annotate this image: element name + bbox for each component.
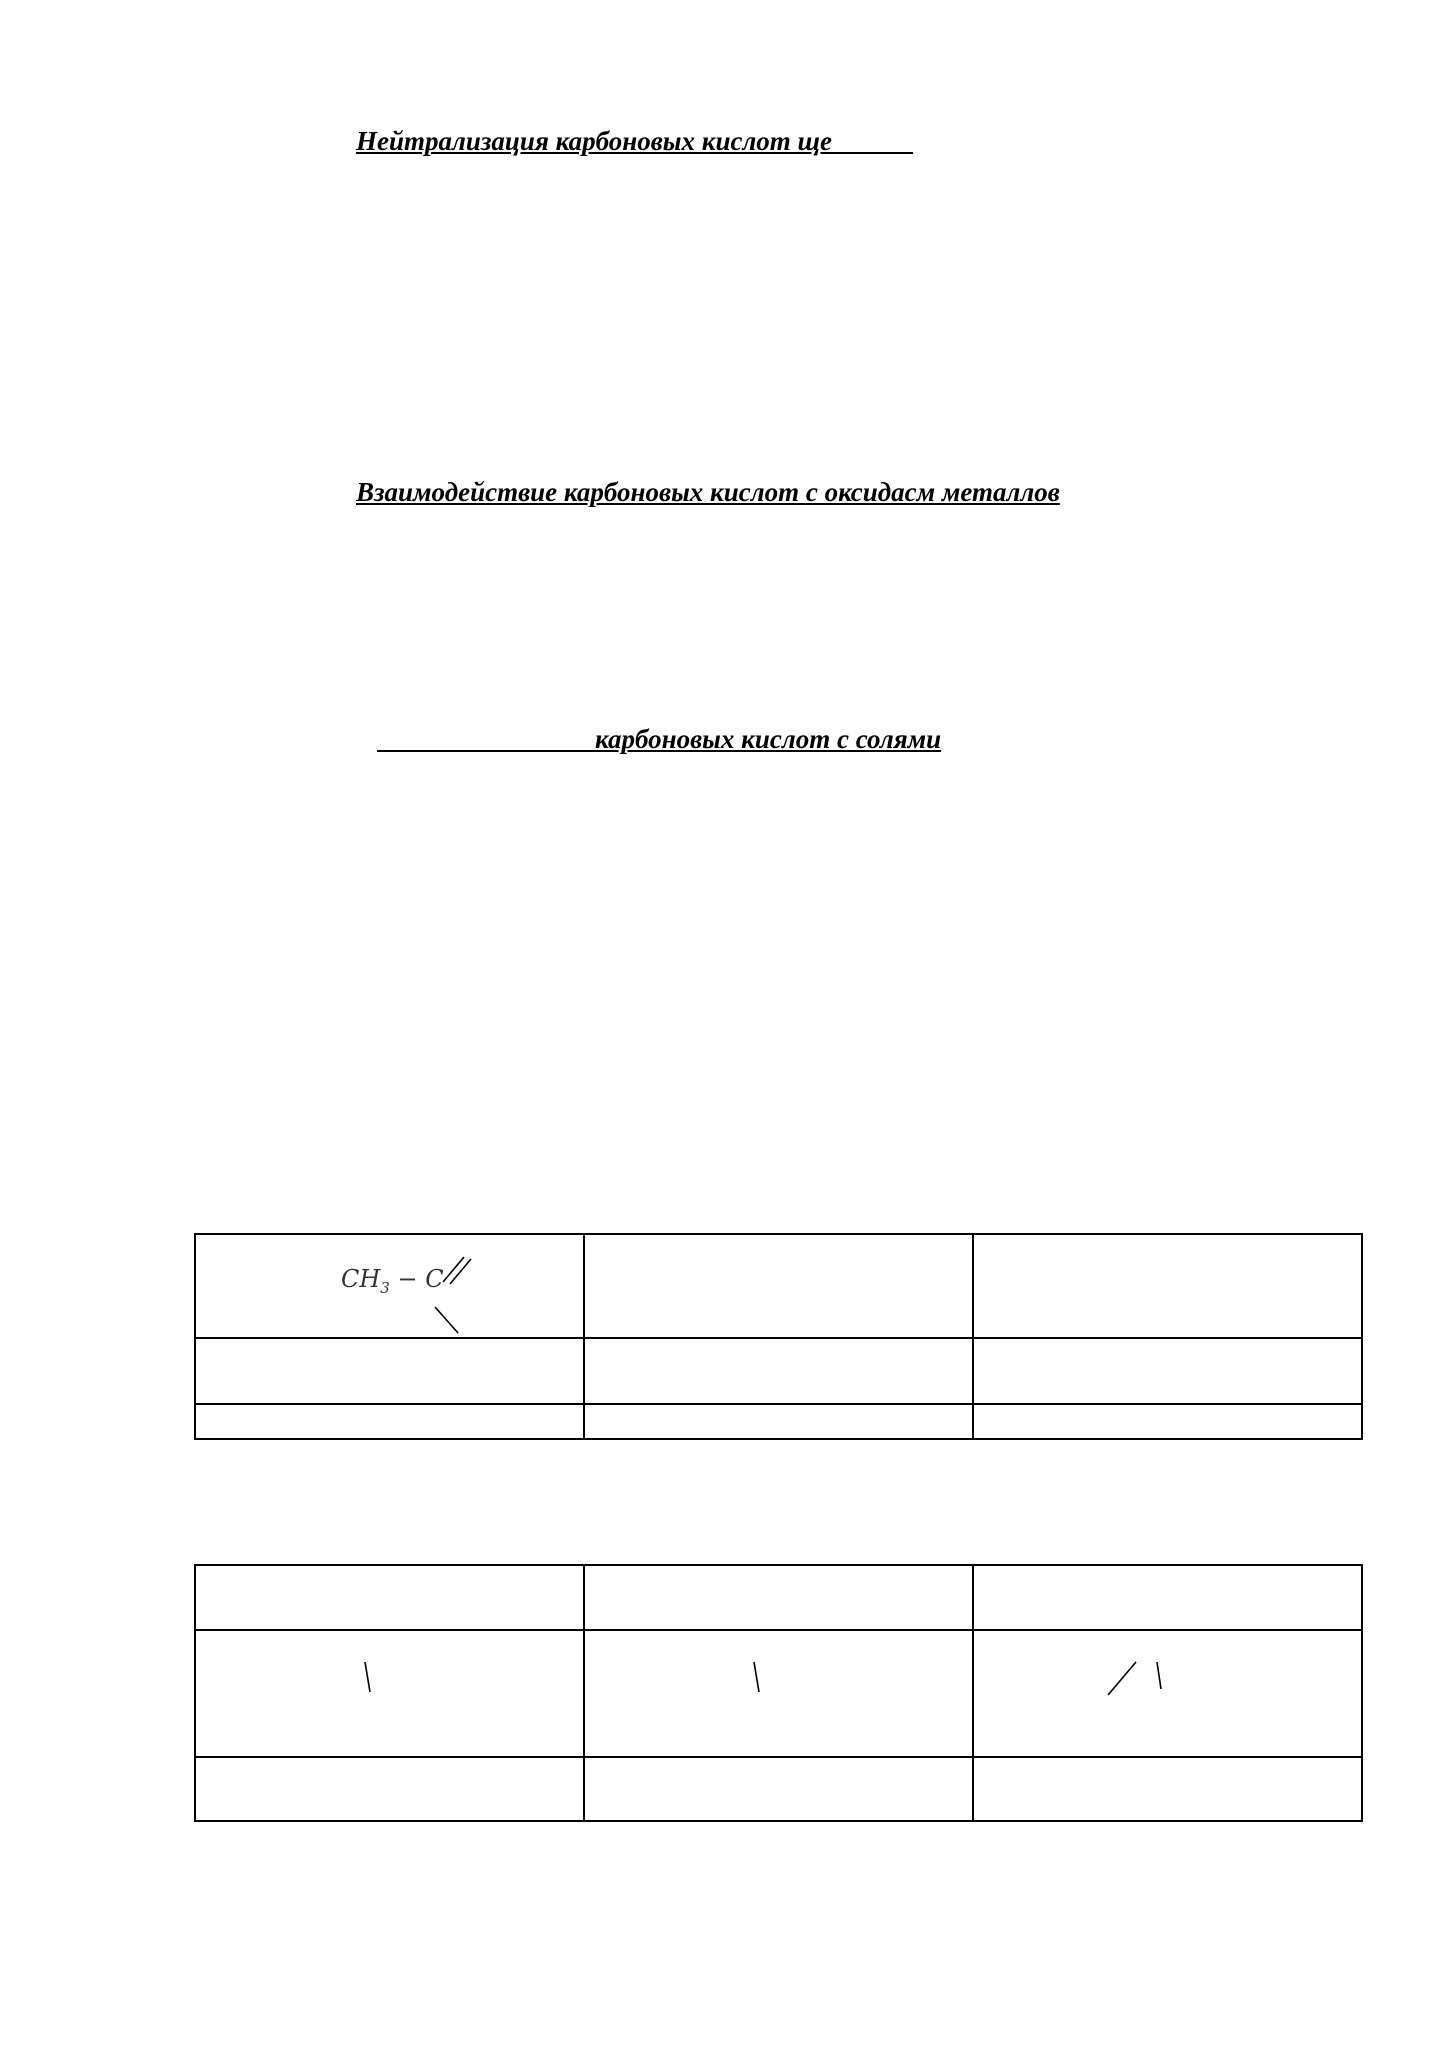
table1-cell[interactable]: [973, 1234, 1362, 1338]
table2-cell[interactable]: [195, 1565, 584, 1630]
table2-cell[interactable]: [584, 1757, 974, 1821]
bond-stroke: [196, 1631, 586, 1756]
table1-cell[interactable]: [584, 1234, 974, 1338]
worksheet-table-1: [194, 1233, 1363, 1440]
heading-reaction-with-salts: ________________карбоновых кислот с солями: [379, 724, 942, 754]
table1-cell[interactable]: [584, 1404, 974, 1439]
bond-strokes: [974, 1631, 1364, 1756]
bond-stroke: [585, 1631, 975, 1756]
acetic-acid-formula: $CH_3 - C$: [341, 1265, 444, 1297]
table2-cell[interactable]: [973, 1565, 1362, 1630]
table1-cell[interactable]: [584, 1338, 974, 1404]
table1-cell[interactable]: [195, 1404, 584, 1439]
heading-reaction-with-metal-oxides: Взаимодействие карбоновых кислот с оксидасм металлов: [356, 477, 1060, 507]
table2-cell[interactable]: [584, 1630, 974, 1757]
heading-neutralization: Нейтрализация карбоновых кислот ще______: [356, 126, 914, 156]
table2-cell[interactable]: [973, 1757, 1362, 1821]
table2-cell[interactable]: [973, 1630, 1362, 1757]
table1-cell[interactable]: [973, 1338, 1362, 1404]
table2-cell[interactable]: [584, 1565, 974, 1630]
table1-cell[interactable]: [973, 1404, 1362, 1439]
table1-cell-formula[interactable]: [195, 1234, 584, 1338]
carboxyl-bond-strokes: [196, 1235, 586, 1337]
table1-cell[interactable]: [195, 1338, 584, 1404]
table2-cell[interactable]: [195, 1630, 584, 1757]
worksheet-table-2: [194, 1564, 1363, 1822]
table2-cell[interactable]: [195, 1757, 584, 1821]
